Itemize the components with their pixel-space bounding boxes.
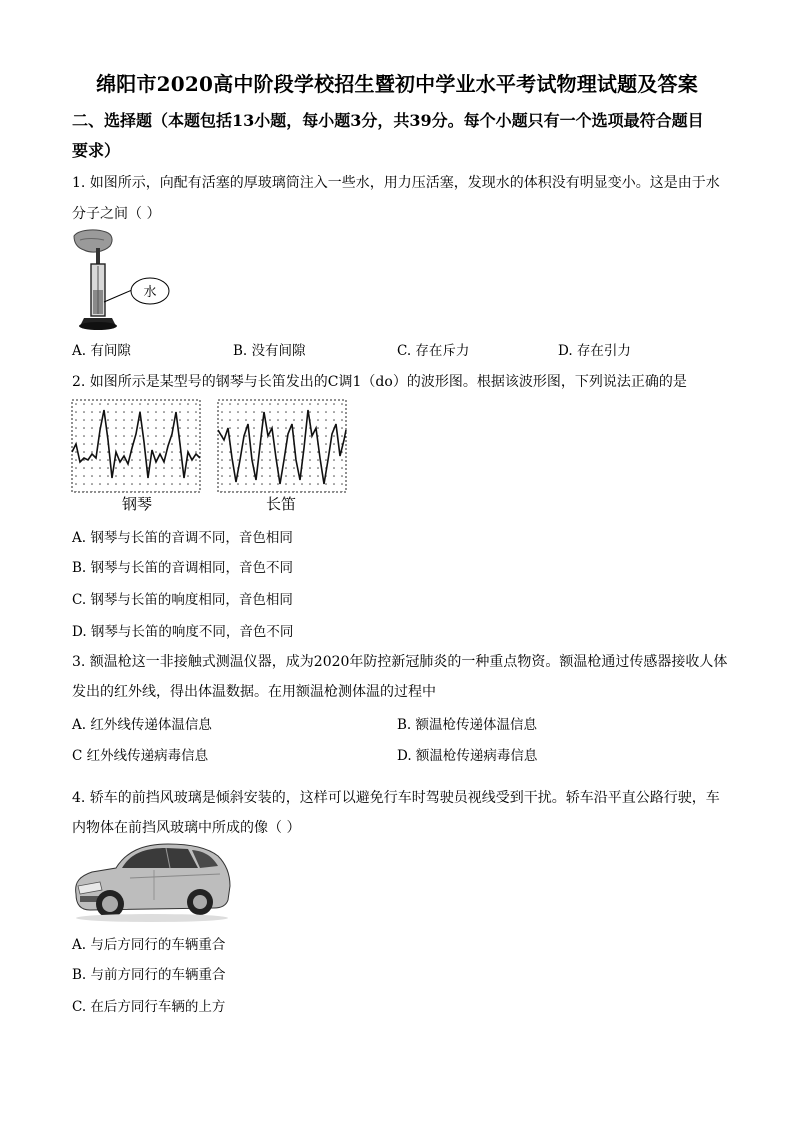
q3-text-cont: 发出的红外线，得出体温数据。在用额温枪测体温的过程中 (72, 684, 436, 700)
q1-option-d: D. 存在引力 (558, 343, 631, 359)
flute-caption: 长笛 (266, 495, 297, 513)
flute-waveform (218, 400, 346, 492)
q3-option-a: A. 红外线传递体温信息 (72, 717, 212, 733)
syringe-figure (72, 228, 182, 338)
section-heading-cont: 要求） (72, 141, 121, 160)
q4-text-cont: 内物体在前挡风玻璃中所成的像（ ） (72, 820, 301, 836)
q3-text: 3. 额温枪这一非接触式测温仪器，成为2020年防控新冠肺炎的一种重点物资。额温枪通过传感器接收人体 (72, 654, 728, 670)
q1-text-cont: 分子之间（ ） (72, 206, 161, 222)
q4-option-b: B. 与前方同行的车辆重合 (72, 967, 226, 983)
q4-text: 4. 轿车的前挡风玻璃是倾斜安装的，这样可以避免行车时驾驶员视线受到干扰。轿车沿平直公路行驶，车 (72, 790, 720, 806)
piano-caption: 钢琴 (122, 495, 153, 513)
q4-option-a: A. 与后方同行的车辆重合 (72, 937, 226, 953)
page-title: 绵阳市2020高中阶段学校招生暨初中学业水平考试物理试题及答案 (96, 72, 698, 96)
q3-option-b: B. 额温枪传递体温信息 (397, 717, 538, 733)
q3-option-c: C 红外线传递病毒信息 (72, 748, 209, 764)
q2-option-b: B. 钢琴与长笛的音调相同，音色不同 (72, 560, 294, 576)
car-photo (70, 838, 234, 924)
q4-option-c: C. 在后方同行车辆的上方 (72, 999, 226, 1015)
q3-option-d: D. 额温枪传递病毒信息 (397, 748, 538, 764)
q1-text: 1. 如图所示，向配有活塞的厚玻璃筒注入一些水，用力压活塞，发现水的体积没有明显变小。这是由于水 (72, 175, 720, 191)
q1-option-c: C. 存在斥力 (397, 343, 470, 359)
piano-waveform (72, 400, 200, 492)
q2-text: 2. 如图所示是某型号的钢琴与长笛发出的C调1（do）的波形图。根据该波形图，下列说法正确的是 (72, 374, 687, 390)
q2-option-d: D. 钢琴与长笛的响度不同，音色不同 (72, 624, 294, 640)
q2-option-a: A. 钢琴与长笛的音调不同，音色相同 (72, 530, 293, 546)
water-label: 水 (143, 285, 157, 300)
q1-option-a: A. 有间隙 (72, 343, 131, 359)
q1-option-b: B. 没有间隙 (233, 343, 306, 359)
q2-option-c: C. 钢琴与长笛的响度相同，音色相同 (72, 592, 293, 608)
section-heading: 二、选择题（本题包括13小题，每小题3分，共39分。每个小题只有一个选项最符合题目 (72, 111, 704, 130)
